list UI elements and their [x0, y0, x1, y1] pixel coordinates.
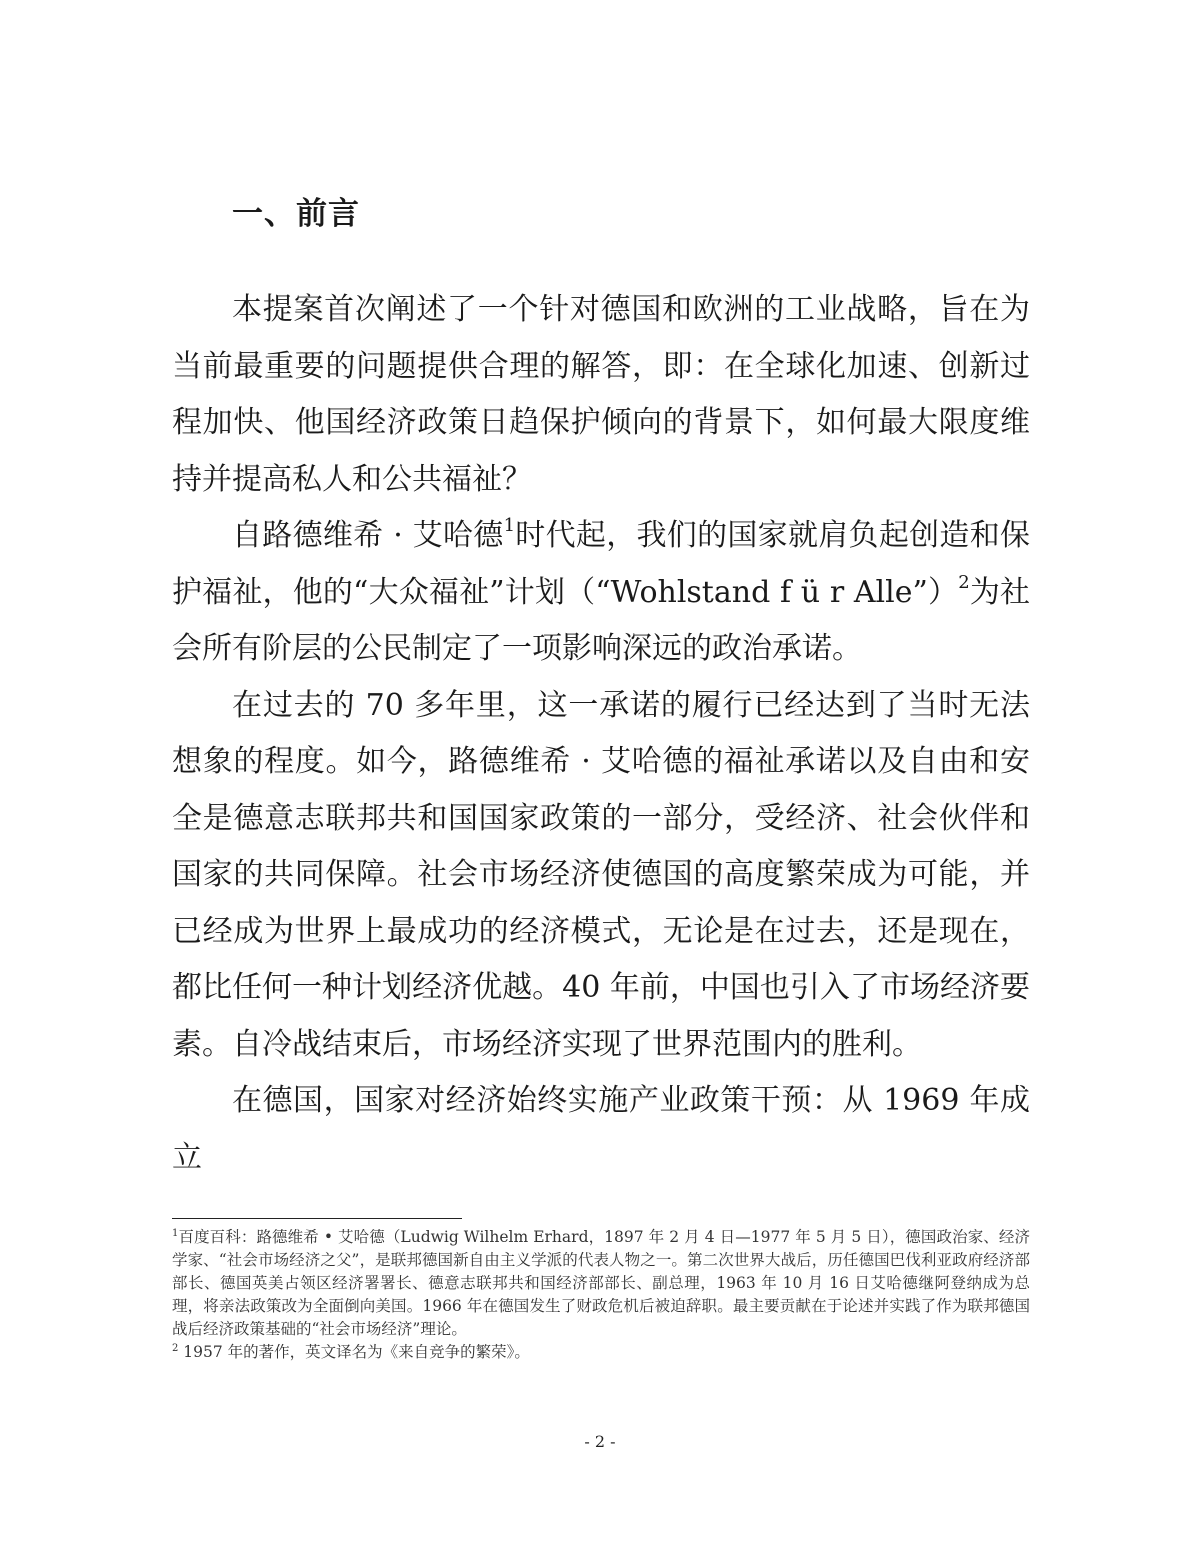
footnote-1 [172, 1226, 1030, 1341]
body-text [172, 282, 1030, 1186]
paragraph-2-part-1: 自路德维希 · 艾哈德 [232, 518, 504, 553]
footnote-ref-1[interactable]: 1 [503, 515, 516, 536]
footnotes [172, 1226, 1030, 1364]
footnote-2 [172, 1341, 1030, 1364]
paragraph-2 [172, 508, 1030, 678]
paragraph-4: 在德国，国家对经济始终实施产业政策干预：从 1969 年成立 [172, 1083, 1030, 1175]
paragraph-2-part-2: 时代起，我们的国家就肩负起创造和保护福祉，他的“大众福祉”计划（“Wohlstand f ü r Alle”） [172, 518, 1031, 610]
paragraph-1: 本提案首次阐述了一个针对德国和欧洲的工业战略，旨在为当前最重要的问题提供合理的解答，即：在全球化加速、创新过程加快、他国经济政策日趋保护倾向的背景下，如何最大限度维持并提高私人和公共福祉？ [172, 292, 1030, 497]
footnote-2-marker: 2 [172, 1343, 179, 1354]
footnote-2-text: 1957 年的著作，英文译名为《来自竞争的繁荣》。 [178, 1343, 530, 1361]
footnote-divider [172, 1218, 462, 1219]
paragraph-3: 在过去的 70 多年里，这一承诺的履行已经达到了当时无法想象的程度。如今，路德维希 · 艾哈德的福祉承诺以及自由和安全是德意志联邦共和国国家政策的一部分，受经济、社会伙伴和国家的共同保障。社会市场经济使德国的高度繁荣成为可能，并已经成为世界上最成功的经济模式，无论是在过去，还是现在，都比任何一种计划经济优越。40 年前，中国也引入了市场经济要素。自冷战结束后，市场经济实现了世界范围内的胜利。 [172, 687, 1030, 1062]
page-number: - 2 - [584, 1432, 616, 1451]
section-heading: 一、前言 [232, 196, 360, 232]
footnote-1-marker: 1 [172, 1228, 179, 1239]
footnote-1-text: 百度百科：路德维希 • 艾哈德（Ludwig Wilhelm Erhard，1897 年 2 月 4 日—1977 年 5 月 5 日），德国政治家、经济学家、“社会市场经济之父”，是联邦德国新自由主义学派的代表人物之一。第二次世界大战后，历任德国巴伐利亚政府经济部部长、德国英美占领区经济署署长、德意志联邦共和国经济部部长、副总理，1963 年 10 月 16 日艾哈德继阿登纳成为总理，将亲法政策改为全面倒向美国。1966 年在德国发生了财政危机后被迫辞职。最主要贡献在于论述并实践了作为联邦德国战后经济政策基础的“社会市场经济”理论。 [172, 1228, 1030, 1338]
footnote-ref-2[interactable]: 2 [958, 571, 970, 593]
paragraph-2-part-3: 为社会所有阶层的公民制定了一项影响深远的政治承诺。 [172, 574, 1030, 666]
